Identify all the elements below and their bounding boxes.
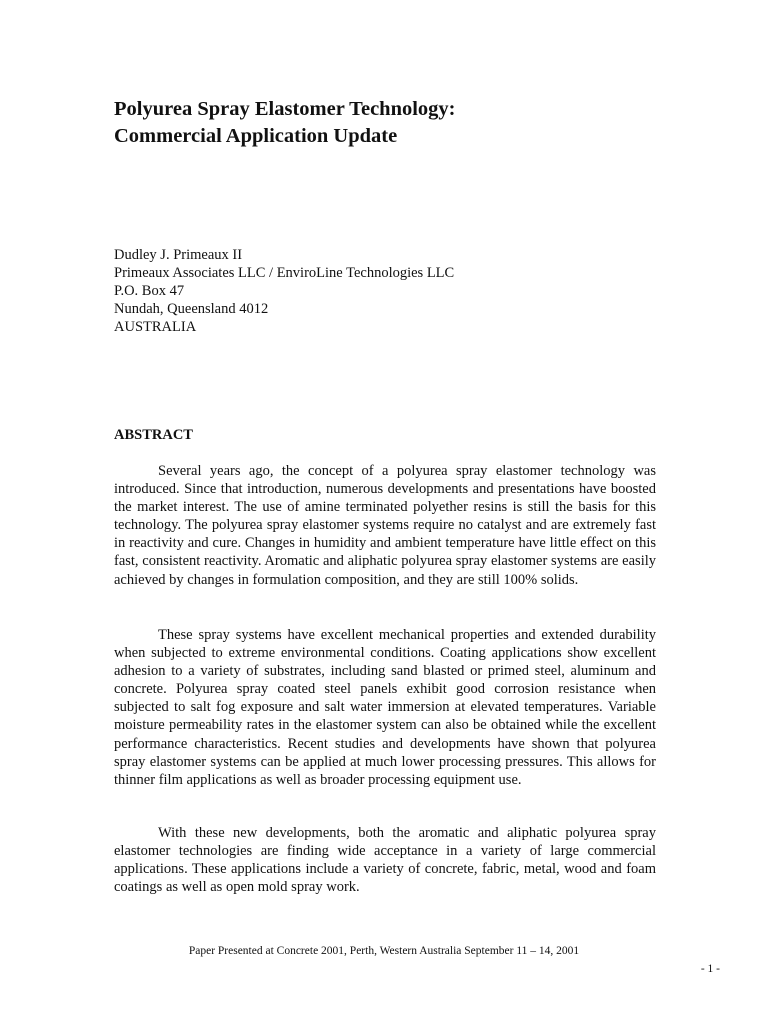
abstract-heading: ABSTRACT	[114, 427, 193, 443]
author-po-box: P.O. Box 47	[114, 283, 185, 299]
title-line-2: Commercial Application Update	[114, 125, 398, 147]
abstract-paragraph-1: Several years ago, the concept of a polyurea spray elastomer technology was introduced. Since that introduction, numerous developments and presentations have boosted the market interest. The use of amine terminated polyether resins is still the basis for this technology. The polyurea spray elastomer systems require no catalyst and are extremely fast in reactivity and cure. Changes in humidity and ambient temperature have little effect on this fast, consistent reactivity. Aromatic and aliphatic polyurea spray elastomer systems are easily achieved by changes in formulation composition, and they are still 100% solids.	[114, 463, 656, 588]
page-number: - 1 -	[700, 963, 720, 975]
author-city: Nundah, Queensland 4012	[114, 301, 269, 317]
title-line-1: Polyurea Spray Elastomer Technology:	[114, 98, 456, 120]
page-footer	[0, 945, 768, 957]
footer-text: Paper Presented at Concrete 2001, Perth, Western Australia September 11 – 14, 2001	[188, 945, 580, 957]
abstract-paragraph-3: With these new developments, both the aromatic and aliphatic polyurea spray elastomer technologies are finding wide acceptance in a variety of large commercial applications. These applications include a variety of concrete, fabric, metal, wood and foam coatings as well as open mold spray work.	[114, 825, 656, 896]
document-title	[114, 96, 674, 150]
author-name: Dudley J. Primeaux II	[114, 247, 243, 263]
abstract-paragraph-2: These spray systems have excellent mechanical properties and extended durability when subjected to extreme environmental conditions. Coating applications show excellent adhesion to a variety of substrates, including sand blasted or primed steel, aluminum and concrete. Polyurea spray coated steel panels exhibit good corrosion resistance when subjected to salt fog exposure and salt water immersion at elevated temperatures. Variable moisture permeability rates in the elastomer system can also be obtained while the excellent performance characteristics. Recent studies and developments have shown that polyurea spray elastomer systems can be applied at much lower processing pressures. This allows for thinner film applications as well as broader processing equipment use.	[114, 627, 656, 788]
author-affiliation: Primeaux Associates LLC / EnviroLine Technologies LLC	[114, 265, 455, 281]
author-country: AUSTRALIA	[114, 319, 197, 335]
author-block	[114, 246, 454, 336]
